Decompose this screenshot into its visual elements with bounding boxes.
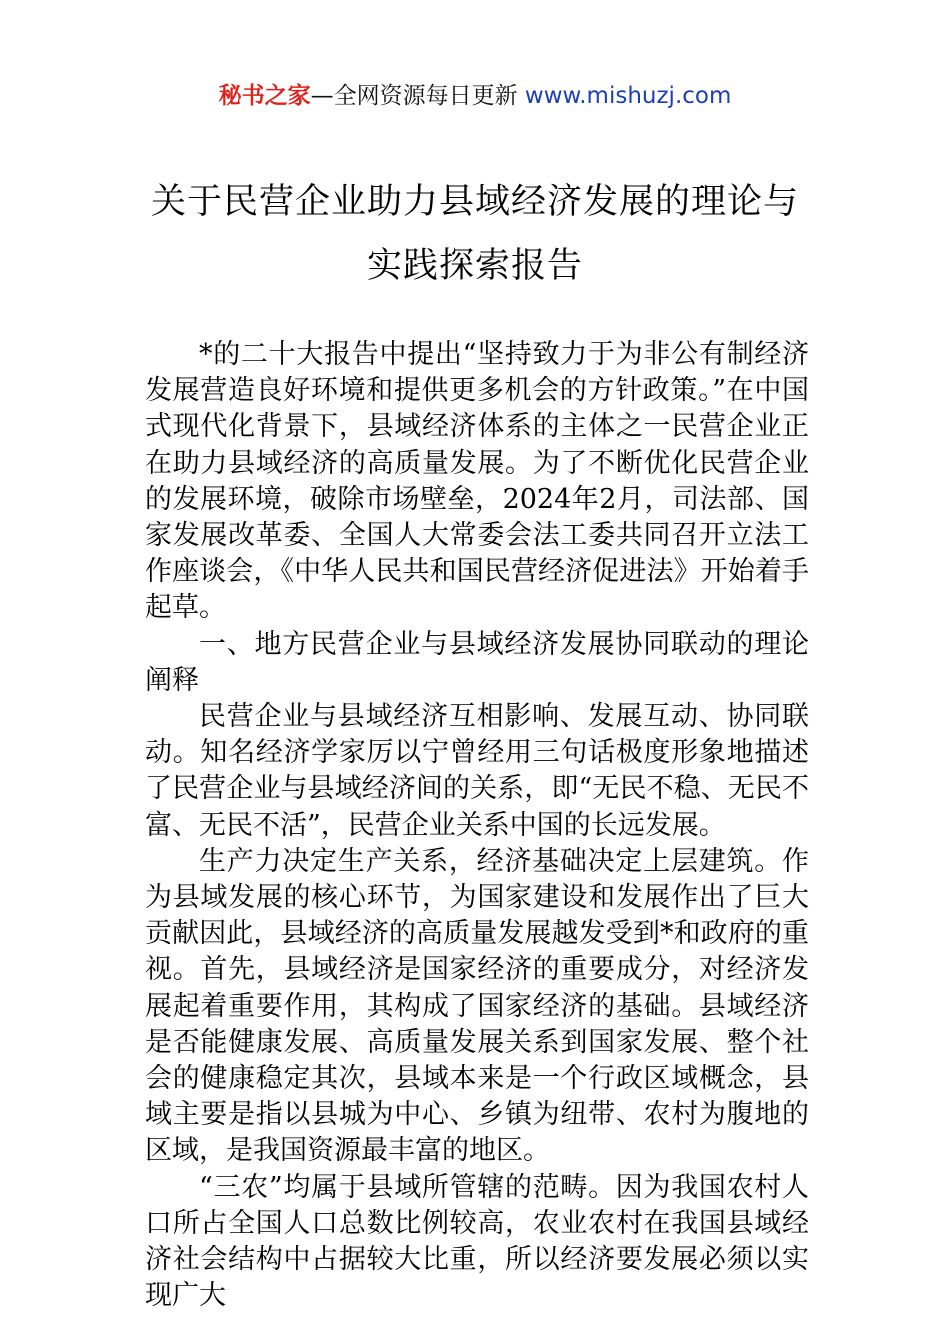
- site-brand: 秘书之家: [218, 83, 311, 109]
- paragraph: “三农”均属于县域所管辖的范畴。因为我国农村人口所占全国人口总数比例较高，农业农村在我国县域经济社会结构中占据较大比重，所以经济要发展必须以实现广大: [145, 1171, 809, 1312]
- document-title-line-2: 实践探索报告: [366, 246, 583, 286]
- paragraph-intro: *的二十大报告中提出“坚持致力于为非公有制经济发展营造良好环境和提供更多机会的方针政策。”在中国式现代化背景下，县域经济体系的主体之一民营企业正在助力县域经济的高质量发展。为了不断优化民营企业的发展环境，破除市场壁垒，2024年2月，司法部、国家发展改革委、全国人大常委会法工委共同召开立法工作座谈会，《中华人民共和国民营经济促进法》开始着手起草。: [145, 339, 809, 624]
- paragraph: 民营企业与县域经济互相影响、发展互动、协同联动。知名经济学家厉以宁曾经用三句话极度形象地描述了民营企业与县域经济间的关系，即“无民不稳、无民不富、无民不活”，民营企业关系中国的长远发展。: [145, 701, 809, 841]
- site-banner: [0, 80, 950, 112]
- section-heading-1: 一、地方民营企业与县域经济发展协同联动的理论阐释: [145, 628, 809, 696]
- site-url-link[interactable]: www.mishuzj.com: [524, 83, 732, 109]
- paragraph: 生产力决定生产关系，经济基础决定上层建筑。作为县域发展的核心环节，为国家建设和发展作出了巨大贡献因此，县域经济的高质量发展越发受到*和政府的重视。首先，县域经济是国家经济的重要成分，对经济发展起着重要作用，其构成了国家经济的基础。县域经济是否能健康发展、高质量发展关系到国家发展、整个社会的健康稳定其次，县域本来是一个行政区域概念，县域主要是指以县城为中心、乡镇为纽带、农村为腹地的区域，是我国资源最丰富的地区。: [145, 845, 809, 1167]
- site-tagline: —全网资源每日更新: [310, 83, 525, 109]
- document-body: [145, 337, 809, 1314]
- document-title: [100, 170, 850, 298]
- document-title-line-1: 关于民营企业助力县域经济发展的理论与: [150, 182, 799, 222]
